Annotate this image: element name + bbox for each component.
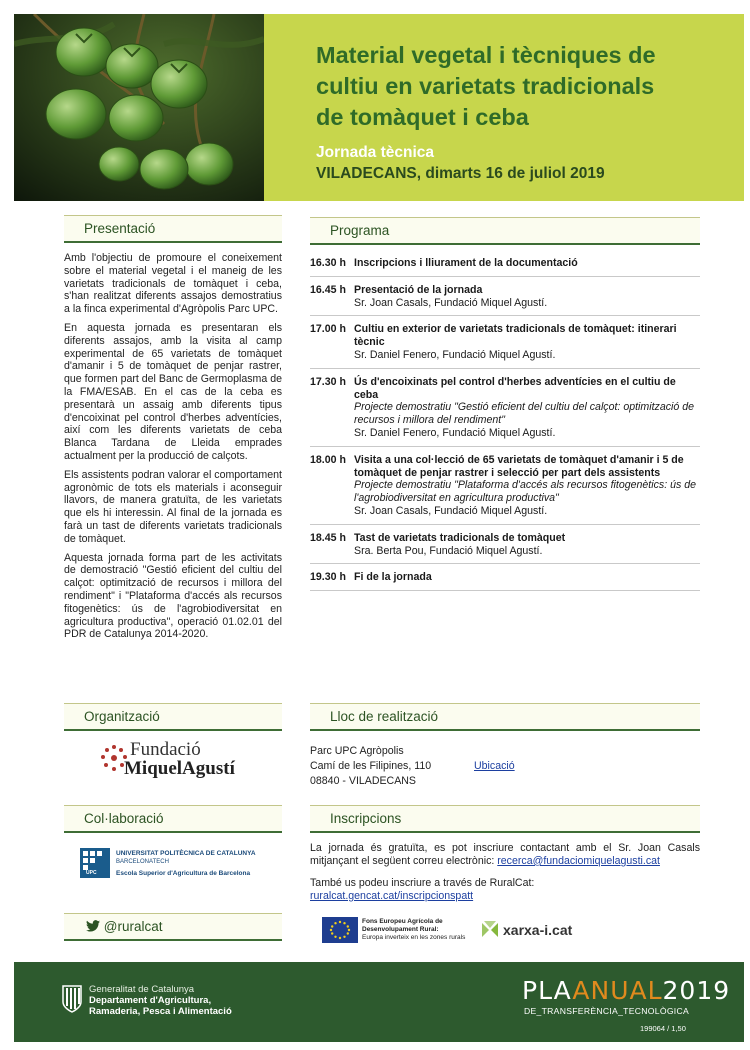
- event-date-location: VILADECANS, dimarts 16 de juliol 2019: [316, 165, 605, 182]
- inscripcions-text-2: També us podeu inscriure a través de RuralCat:: [310, 877, 535, 889]
- program-speaker: Sr. Daniel Fenero, Fundació Miquel Agustí.: [354, 426, 556, 439]
- event-title: [316, 40, 724, 133]
- twitter-heading: [64, 913, 282, 941]
- program-time: 16.45 h: [310, 283, 346, 296]
- title-line-2: cultiu en varietats tradicionals: [316, 73, 655, 99]
- program-time: 16.30 h: [310, 257, 346, 269]
- program-project: Projecte demostratiu "Gestió eficient del cultiu del calçot: optimització de recursos i millora del rendiment": [354, 401, 694, 427]
- program-item: [310, 525, 700, 565]
- program-title: Visita a una col·lecció de 65 varietats de tomàquet d'amanir i 5 de tomàquet de penjar rastrer i selecció per part dels assistents: [354, 453, 684, 479]
- organitzacio-heading: Organització: [64, 703, 282, 731]
- pla-subtitle: DE_TRANSFERÈNCIA_TECNOLÒGICA: [524, 1006, 690, 1016]
- lloc-heading: Lloc de realització: [310, 703, 700, 731]
- program-title: Presentació de la jornada: [354, 283, 483, 296]
- xarxa-icon: [480, 921, 500, 941]
- program-title: Cultiu en exterior de varietats tradicionals de tomàquet: itinerari tècnic: [354, 323, 677, 349]
- address-line-3: 08840 - VILADECANS: [310, 775, 416, 787]
- program-item: [310, 316, 700, 368]
- twitter-bird-icon: [86, 920, 100, 932]
- eu-flag-icon: [322, 917, 358, 943]
- program-speaker: Sr. Joan Casals, Fundació Miquel Agustí.: [354, 504, 548, 517]
- program-item: [310, 564, 700, 591]
- program-title: Tast de varietats tradicionals de tomàquet: [354, 531, 566, 544]
- program-item: [310, 277, 700, 317]
- presentacio-paragraph: Amb l'objectiu de promoure el coneixement sobre el material vegetal i el maneig de les varietats tradicionals de tomàquet i ceba, s'han realitzat diferents assajos demostratius a la finca experimental d'Agròpolis Parc UPC.: [64, 252, 282, 316]
- program-title: Inscripcions i lliurament de la documentació: [354, 257, 578, 269]
- fundacio-logo: [100, 740, 260, 782]
- programa-heading: Programa: [310, 217, 700, 245]
- presentacio-paragraph: Aquesta jornada forma part de les activitats de demostració "Gestió eficient del cultiu del calçot: optimització de recursos i millora del rendiment" i "Plataforma d'accés als recursos fitogenètics: ús de l'agrobiodiversitat en agricultura productiva", operació 01.02.01 del PDR de Catalunya 2014-2020.: [64, 551, 282, 641]
- fundacio-logo-word2: MiquelAgustí: [124, 758, 235, 779]
- program-time: 18.00 h: [310, 453, 346, 466]
- address-line-1: Parc UPC Agròpolis: [310, 745, 404, 757]
- program-project: Projecte demostratiu "Plataforma d'accés als recursos fitogenètics: ús de l'agrobiodiversitat en agricultura productiva": [354, 479, 697, 505]
- esab-name: Escola Superior d'Agricultura de Barcelona: [116, 870, 251, 877]
- event-type: Jornada tècnica: [316, 144, 435, 161]
- upc-badge-text: UPC: [86, 870, 97, 876]
- footer-bar: [14, 962, 744, 1042]
- inscripcions-text-1: La jornada és gratuïta, es pot inscriure contactant amb el Sr. Joan Casals mitjançant el següent correu electrònic:: [310, 842, 700, 867]
- pla-text: PLA: [522, 976, 573, 1005]
- fundacio-logo-word1: Fundació: [130, 739, 201, 760]
- program-item: [310, 250, 700, 277]
- program-time: 17.30 h: [310, 375, 346, 388]
- feader-line-3: Europa inverteix en les zones rurals: [362, 934, 466, 941]
- program-time: 18.45 h: [310, 531, 346, 544]
- upc-logo: [80, 848, 280, 882]
- ruralcat-link[interactable]: ruralcat.gencat.cat/inscripcionspatt: [310, 889, 474, 902]
- ruralcat-text: [310, 877, 700, 903]
- inscripcions-heading: Inscripcions: [310, 805, 700, 833]
- program-speaker: Sr. Joan Casals, Fundació Miquel Agustí.: [354, 296, 548, 309]
- tomato-illustration: [14, 14, 264, 201]
- feader-line-1: Fons Europeu Agrícola de: [362, 918, 443, 925]
- inscripcions-text: [310, 842, 700, 868]
- presentacio-paragraph: Els assistents podran valorar el comportament agronòmic de tots els materials i aconseguir llavors, de manera gratuïta, de les varietats que els hi interessin. Al final de la jornada es farà un tast de diferents varietats tradicionals de tomàquet.: [64, 468, 282, 545]
- document-code: 199064 / 1,50: [640, 1024, 686, 1033]
- xarxa-name: xarxa-i.cat: [503, 922, 573, 938]
- ubicacio-link[interactable]: Ubicació: [474, 760, 515, 772]
- title-line-3: de tomàquet i ceba: [316, 104, 529, 130]
- email-link[interactable]: recerca@fundaciomiquelagusti.cat: [497, 854, 660, 867]
- address-line-2: Camí de les Filipines, 110: [310, 760, 432, 772]
- program-item: [310, 447, 700, 525]
- collaboracio-heading: Col·laboració: [64, 805, 282, 833]
- tomato-photo: [14, 14, 264, 201]
- xarxa-logo: [480, 918, 590, 944]
- generalitat-emblem-icon: [61, 984, 83, 1014]
- title-panel: [264, 14, 744, 201]
- presentacio-text: [64, 252, 282, 647]
- programa-list: [310, 250, 700, 591]
- department-line-2: Ramaderia, Pesca i Alimentació: [89, 1006, 232, 1017]
- program-time: 19.30 h: [310, 571, 346, 584]
- department-line-1: Departament d'Agricultura,: [89, 995, 212, 1006]
- program-title: Ús d'encoixinats pel control d'herbes adventícies en el cultiu de ceba: [354, 375, 676, 401]
- upc-tag: BARCELONATECH: [116, 859, 169, 865]
- feader-line-2: Desenvolupament Rural:: [362, 926, 439, 933]
- anual-text: ANUAL: [572, 976, 663, 1005]
- generalitat-name: Generalitat de Catalunya: [89, 984, 195, 995]
- lloc-address: [310, 744, 700, 789]
- twitter-handle[interactable]: @ruralcat: [103, 919, 163, 934]
- title-line-1: Material vegetal i tècniques de: [316, 42, 656, 68]
- program-speaker: Sra. Berta Pou, Fundació Miquel Agustí.: [354, 544, 543, 557]
- upc-name: UNIVERSITAT POLITÈCNICA DE CATALUNYA: [116, 850, 256, 857]
- presentacio-heading: Presentació: [64, 215, 282, 243]
- program-speaker: Sr. Daniel Fenero, Fundació Miquel Agustí.: [354, 348, 556, 361]
- header: [14, 14, 744, 201]
- program-time: 17.00 h: [310, 323, 346, 336]
- program-title: Fi de la jornada: [354, 571, 432, 584]
- program-item: [310, 369, 700, 447]
- pla-anual-logo: [522, 976, 730, 1006]
- presentacio-paragraph: En aquesta jornada es presentaran els diferents assajos, amb la visita al camp experimental de 65 varietats de tomàquet d'amanir i 5 de tomàquet de penjar rastrer, que formen part del Banc de Germoplasma de la FMA/ESAB. En el cas de la ceba es presentarà un assaig amb diferents tipus d'encoixinat pel control d'herbes adventícies, així com les diferents varietats de ceba Blanca Tardana de Lleida emprades actualment per la producció de calçots.: [64, 321, 282, 462]
- feader-logo: [322, 917, 482, 945]
- year-text: 2019: [662, 976, 731, 1005]
